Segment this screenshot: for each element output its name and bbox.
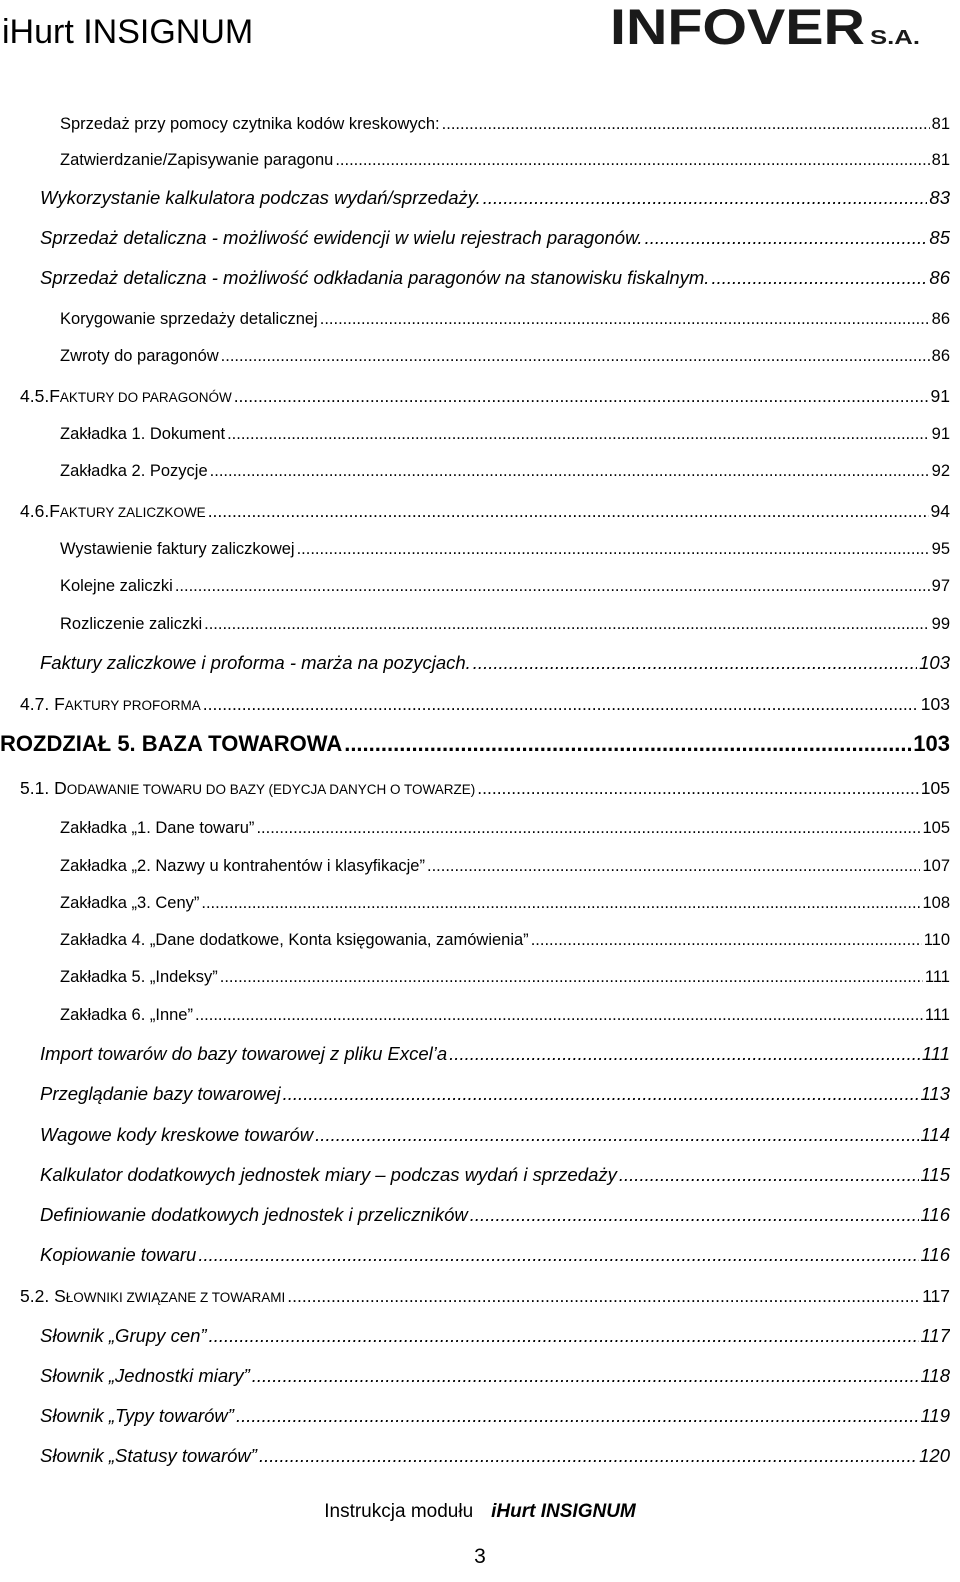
dot-leader (198, 1242, 918, 1268)
toc-entry-page: 111 (924, 1006, 950, 1024)
toc-entry-title: Zakładka 5. „Indeksy” (60, 968, 218, 986)
toc-entry[interactable] (40, 1403, 950, 1429)
toc-entry-page: 103 (913, 731, 950, 756)
toc-entry[interactable] (20, 383, 950, 409)
toc-entry-title (20, 383, 232, 409)
footer-module-name: iHurt INSIGNUM (491, 1501, 636, 1522)
page-header-title: iHurt INSIGNUM (2, 13, 254, 51)
dot-leader (234, 383, 929, 409)
toc-entry-page: 81 (931, 115, 950, 133)
toc-entry-title: Wykorzystanie kalkulatora podczas wydań/sprzedaży. (40, 187, 481, 208)
toc-entry[interactable] (40, 265, 950, 291)
dot-leader (259, 1443, 917, 1469)
toc-entry[interactable] (40, 1122, 950, 1148)
toc-entry-title (20, 498, 206, 524)
toc-entry-number: 4.5. (20, 386, 50, 406)
dot-leader (645, 225, 928, 251)
dot-leader (236, 1403, 919, 1429)
dot-leader (209, 1323, 919, 1349)
logo-suffix-text: S.A. (870, 27, 920, 49)
toc-entry[interactable] (40, 650, 950, 676)
dot-leader (483, 185, 928, 211)
toc-entry-title (20, 1283, 285, 1309)
toc-entry-page: 115 (920, 1164, 950, 1185)
toc-entry-number: 4.6. (20, 501, 50, 521)
page-number: 3 (474, 1545, 486, 1568)
toc-entry[interactable] (60, 964, 950, 990)
toc-entry-page: 91 (931, 425, 950, 443)
dot-leader (315, 1122, 918, 1148)
toc-entry-number: 4.7. (20, 694, 55, 714)
toc-entry-page: 92 (931, 462, 950, 480)
toc-entry-title: Definiowanie dodatkowych jednostek i przeliczników (40, 1204, 468, 1225)
toc-entry[interactable] (40, 225, 950, 251)
toc-entry[interactable] (60, 111, 950, 137)
toc-entry-title: Słownik „Statusy towarów” (40, 1445, 257, 1466)
toc-entry[interactable] (60, 815, 950, 841)
toc-entry-title: Kolejne zaliczki (60, 577, 173, 595)
toc-entry-initial: F (49, 501, 60, 521)
dot-leader (442, 111, 930, 137)
toc-entry[interactable] (20, 775, 950, 801)
toc-entry[interactable] (60, 343, 950, 369)
toc-entry-initial: F (49, 386, 60, 406)
toc-entry-title: Kopiowanie towaru (40, 1244, 197, 1265)
toc-entry-rest: AKTURY ZALICZKOWE (59, 505, 206, 520)
toc-entry-page: 105 (922, 819, 950, 837)
page-footer (0, 1500, 960, 1524)
toc-entry-rest: AKTURY PROFORMA (64, 698, 201, 713)
toc-entry[interactable] (60, 147, 950, 173)
toc-entry-page: 103 (920, 694, 950, 714)
toc-entry-title (20, 775, 475, 801)
toc-entry-title: Słownik „Grupy cen” (40, 1325, 207, 1346)
dot-leader (195, 1002, 923, 1028)
toc-entry-page: 97 (931, 577, 950, 595)
toc-entry-title: Import towarów do bazy towarowej z pliku Excel’a (40, 1043, 448, 1064)
dot-leader (297, 536, 930, 562)
toc-entry-title: Słownik „Jednostki miary” (40, 1365, 250, 1386)
toc-entry-page: 119 (920, 1405, 950, 1426)
dot-leader (335, 147, 929, 173)
dot-leader (208, 498, 929, 524)
toc-entry-rest: ODAWANIE TOWARU DO BAZY (EDYCJA DANYCH O TOWARZE) (66, 782, 476, 797)
dot-leader (477, 775, 919, 801)
toc-entry-page: 114 (920, 1124, 950, 1145)
toc-entry[interactable] (60, 421, 950, 447)
toc-entry-title: Sprzedaż detaliczna - możliwość odkładania paragonów na stanowisku fiskalnym. (40, 267, 710, 288)
toc-entry-title: Kalkulator dodatkowych jednostek miary – podczas wydań i sprzedaży (40, 1164, 617, 1185)
dot-leader (449, 1041, 920, 1067)
toc-entry-page: 103 (919, 652, 950, 673)
toc-entry-initial: D (54, 778, 67, 798)
dot-leader (256, 815, 920, 841)
toc-entry-page: 117 (922, 1286, 950, 1306)
toc-entry-page: 91 (930, 386, 950, 406)
toc-entry-title (20, 691, 201, 717)
toc-entry-initial: S (54, 1286, 66, 1306)
toc-entry[interactable] (20, 498, 950, 524)
toc-entry-title: Zatwierdzanie/Zapisywanie paragonu (60, 151, 334, 169)
toc-entry-page: 111 (921, 1043, 950, 1064)
toc-entry-page: 117 (920, 1325, 950, 1346)
dot-leader (320, 306, 930, 332)
toc-entry[interactable] (40, 1081, 950, 1107)
toc-entry-number: 5.1. (20, 778, 55, 798)
dot-leader (473, 650, 917, 676)
toc-entry[interactable] (60, 458, 950, 484)
toc-entry-title: Zakładka 6. „Inne” (60, 1006, 193, 1024)
toc-entry-page: 95 (931, 540, 950, 558)
dot-leader (204, 611, 930, 637)
toc-entry-page: 86 (929, 267, 950, 288)
dot-leader (220, 964, 923, 990)
toc-entry[interactable] (60, 611, 950, 637)
toc-entry-title: Zakładka „3. Ceny” (60, 894, 200, 912)
toc-entry[interactable] (40, 185, 950, 211)
toc-entry-title: Zwroty do paragonów (60, 347, 219, 365)
toc-entry[interactable] (40, 1162, 950, 1188)
toc-entry-initial: F (54, 694, 65, 714)
toc-entry[interactable] (60, 536, 950, 562)
toc-entry-title: Zakładka „1. Dane towaru” (60, 819, 255, 837)
toc-entry-page: 116 (920, 1204, 950, 1225)
infover-logo (610, 0, 930, 52)
toc-entry-title: Wagowe kody kreskowe towarów (40, 1124, 314, 1145)
toc-entry-rest: AKTURY DO PARAGONÓW (59, 390, 232, 405)
dot-leader (531, 927, 922, 953)
toc-entry-title: Zakładka 1. Dokument (60, 425, 226, 443)
toc-entry[interactable] (60, 573, 950, 599)
toc-entry-page: 85 (929, 227, 950, 248)
toc-entry-page: 86 (931, 347, 950, 365)
toc-entry-number: 5.2. (20, 1286, 55, 1306)
toc-entry-page: 108 (922, 894, 950, 912)
toc-entry[interactable] (40, 1363, 950, 1389)
toc-entry-page: 110 (923, 931, 950, 949)
dot-leader (427, 853, 920, 879)
dot-leader (175, 573, 930, 599)
toc-entry-page: 113 (920, 1083, 950, 1104)
toc-entry-page: 111 (924, 968, 950, 986)
toc-entry[interactable] (20, 1283, 950, 1309)
toc-entry-title: Faktury zaliczkowe i proforma - marża na pozycjach. (40, 652, 471, 673)
toc-entry[interactable] (60, 927, 950, 953)
toc-entry-title: Słownik „Typy towarów” (40, 1405, 234, 1426)
toc-entry-page: 118 (920, 1365, 950, 1386)
toc-entry-page: 86 (931, 310, 950, 328)
toc-entry-rest: ŁOWNIKI ZWIĄZANE Z TOWARAMI (65, 1290, 286, 1305)
toc-entry-page: 81 (931, 151, 950, 169)
toc-entry-title: Przeglądanie bazy towarowej (40, 1083, 281, 1104)
dot-leader (201, 890, 920, 916)
dot-leader (470, 1202, 919, 1228)
dot-leader (227, 421, 930, 447)
toc-entry[interactable] (20, 691, 950, 717)
toc-entry-page: 83 (929, 187, 950, 208)
toc-entry[interactable] (40, 1041, 950, 1067)
dot-leader (344, 728, 911, 760)
toc-entry-page: 116 (920, 1244, 950, 1265)
dot-leader (210, 458, 930, 484)
toc-entry[interactable] (0, 728, 950, 760)
toc-entry-title: Sprzedaż przy pomocy czytnika kodów kreskowych: (60, 115, 440, 133)
toc-entry[interactable] (60, 1002, 950, 1028)
toc-entry-page: 120 (919, 1445, 950, 1466)
logo-main-text: INFOVER (610, 0, 865, 52)
dot-leader (283, 1081, 919, 1107)
toc-entry-title: Zakładka 2. Pozycje (60, 462, 208, 480)
toc-entry-title: Korygowanie sprzedaży detalicznej (60, 310, 318, 328)
toc-entry-title: Wystawienie faktury zaliczkowej (60, 540, 295, 558)
toc-entry-title: Zakładka „2. Nazwy u kontrahentów i klasyfikacje” (60, 857, 425, 875)
toc-entry-title: ROZDZIAŁ 5. BAZA TOWAROWA (0, 731, 343, 756)
toc-entry-page: 94 (930, 501, 950, 521)
toc-entry-title: Sprzedaż detaliczna - możliwość ewidencji w wielu rejestrach paragonów. (40, 227, 643, 248)
dot-leader (203, 691, 919, 717)
toc-entry[interactable] (60, 306, 950, 332)
dot-leader (221, 343, 930, 369)
toc-entry[interactable] (40, 1242, 950, 1268)
toc-entry[interactable] (40, 1323, 950, 1349)
toc-entry-title: Rozliczenie zaliczki (60, 615, 203, 633)
toc-entry-page: 107 (922, 857, 950, 875)
dot-leader (711, 265, 927, 291)
toc-entry-title: Zakładka 4. „Dane dodatkowe, Konta księgowania, zamówienia” (60, 931, 529, 949)
toc-entry-page: 99 (931, 615, 950, 633)
dot-leader (287, 1283, 920, 1309)
toc-entry[interactable] (60, 890, 950, 916)
toc-entry[interactable] (60, 853, 950, 879)
toc-entry-page: 105 (920, 778, 950, 798)
toc-entry[interactable] (40, 1443, 950, 1469)
dot-leader (619, 1162, 919, 1188)
dot-leader (252, 1363, 919, 1389)
toc-entry[interactable] (40, 1202, 950, 1228)
footer-label: Instrukcja modułu (324, 1501, 474, 1522)
